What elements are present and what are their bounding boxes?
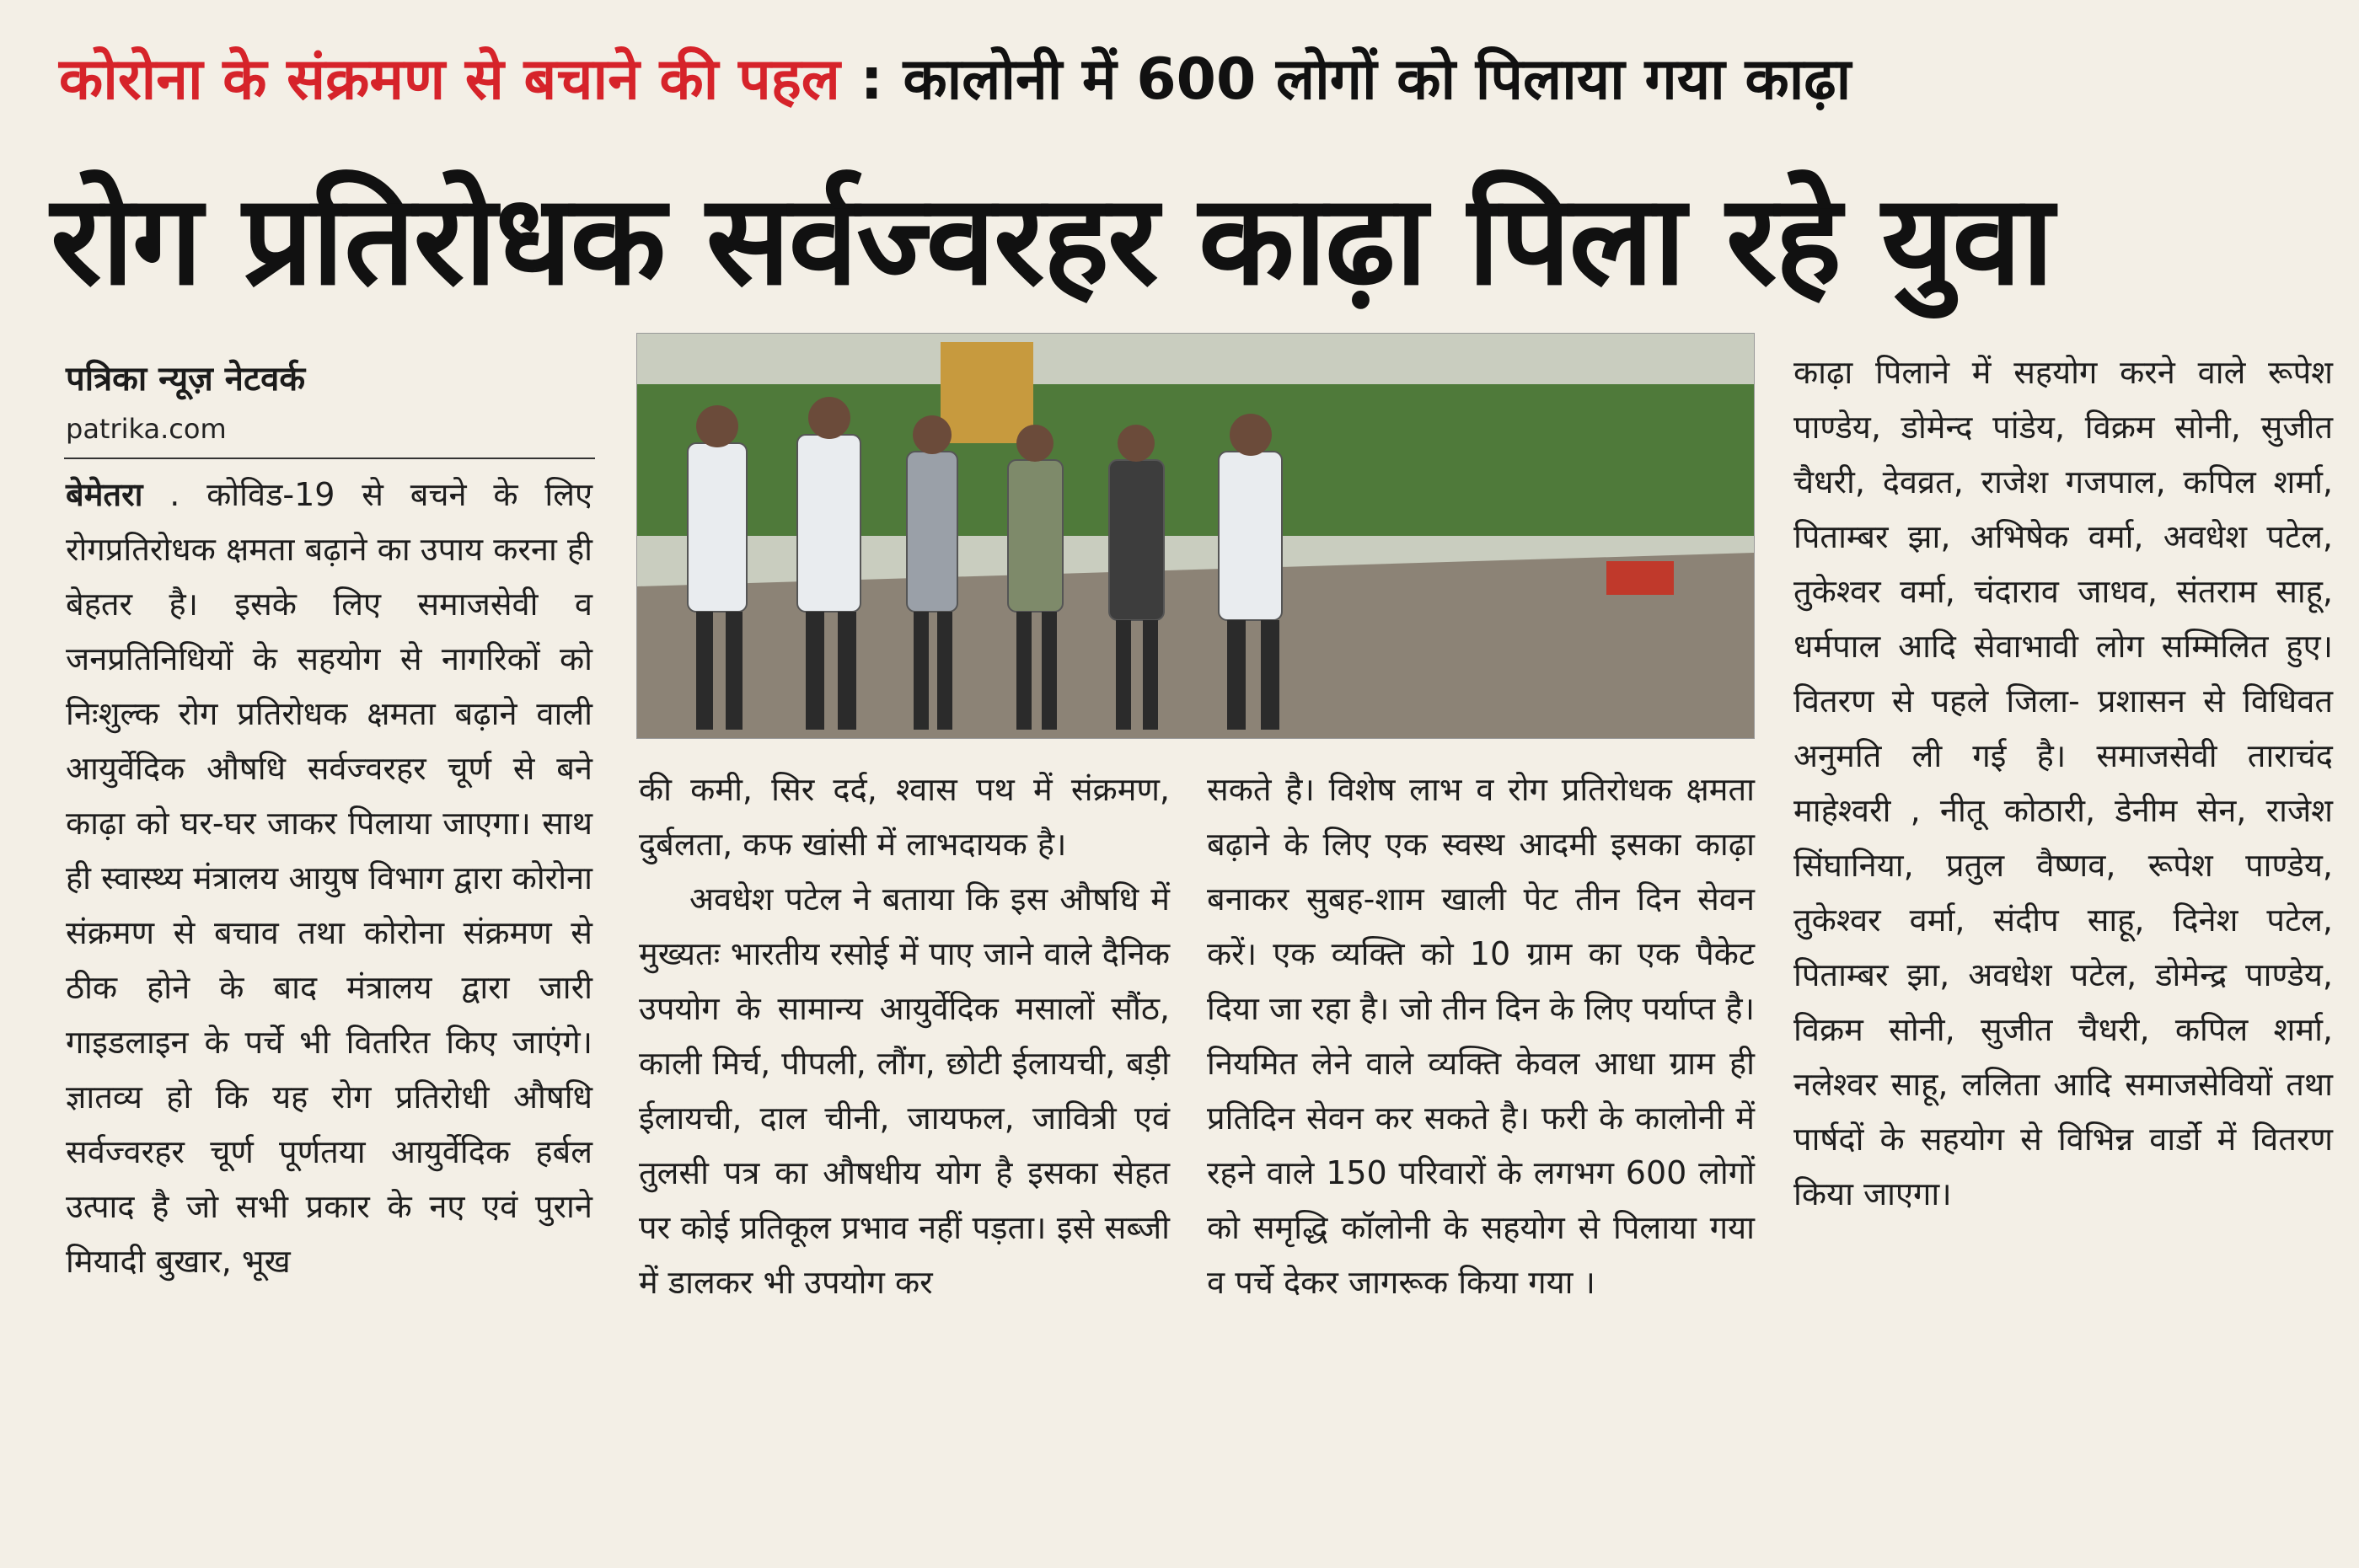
headline: रोग प्रतिरोधक सर्वज्वरहर काढ़ा पिला रहे युवा bbox=[51, 168, 2053, 313]
column-1 bbox=[66, 468, 592, 1546]
dateline: बेमेतरा bbox=[66, 476, 143, 513]
photo-illustration bbox=[637, 334, 1754, 738]
column-1-text: . कोविड-19 से बचने के लिए रोगप्रतिरोधक क्षमता बढ़ाने का उपाय करना ही बेहतर है। इसके लिए समाजसेवी व जनप्रतिनिधियों के सहयोग से नागरिकों को निःशुल्क रोग प्रतिरोधक क्षमता बढ़ाने वाली आयुर्वेदिक औषधि सर्वज्वरहर चूर्ण से बने काढ़ा को घर-घर जाकर पिलाया जाएगा। साथ ही स्वास्थ्य मंत्रालय आयुष विभाग द्वारा कोरोना संक्रमण से बचाव तथा कोरोना संक्रमण से ठीक होने के बाद मंत्रालय द्वारा जारी गाइडलाइन के पर्चे भी वितरित किए जाएंगे। ज्ञातव्य हो कि यह रोग प्रतिरोधी औषधि सर्वज्वरहर चूर्ण पूर्णतया आयुर्वेदिक हर्बल उत्पाद है जो सभी प्रकार के नए एवं पुराने मियादी बुखार, भूख bbox=[66, 476, 592, 1280]
column-2 bbox=[639, 763, 1170, 1546]
site-url: patrika.com bbox=[66, 413, 227, 445]
column-2-para-1: की कमी, सिर दर्द, श्वास पथ में संक्रमण, दुर्बलता, कफ खांसी में लाभदायक है। bbox=[639, 771, 1170, 863]
byline-rule bbox=[64, 458, 595, 459]
kicker bbox=[59, 34, 2335, 126]
kicker-separator: : bbox=[839, 46, 903, 113]
byline: पत्रिका न्यूज़ नेटवर्क bbox=[66, 360, 306, 399]
column-3 bbox=[1207, 763, 1755, 1546]
column-4 bbox=[1793, 345, 2333, 1542]
column-2-para-2: अवधेश पटेल ने बताया कि इस औषधि में मुख्यतः भारतीय रसोई में पाए जाने वाले दैनिक उपयोग के सामान्य आयुर्वेदिक मसालों सौंठ, काली मिर्च, पीपली, लौंग, छोटी ईलायची, बड़ी ईलायची, दाल चीनी, जायफल, जावित्री एवं तुलसी पत्र का औषधीय योग है इसका सेहत पर कोई प्रतिकूल प्रभाव नहीं पड़ता। इसे सब्जी में डालकर भी उपयोग कर bbox=[639, 880, 1170, 1301]
column-4-text: काढ़ा पिलाने में सहयोग करने वाले रूपेश पाण्डेय, डोमेन्द पांडेय, विक्रम सोनी, सुजीत चैधरी, देवव्रत, राजेश गजपाल, कपिल शर्मा, पिताम्बर झा, अभिषेक वर्मा, अवधेश पटेल, तुकेश्वर वर्मा, चंदाराव जाधव, संतराम साहू, धर्मपाल आदि सेवाभावी लोग सम्मिलित हुए। वितरण से पहले जिला- प्रशासन से विधिवत अनुमति ली गई है। समाजसेवी ताराचंद माहेश्वरी , नीतू कोठारी, डेनीम सेन, राजेश सिंघानिया, प्रतुल वैष्णव, रूपेश पाण्डेय, तुकेश्वर वर्मा, संदीप साहू, दिनेश पटेल, पिताम्बर झा, अवधेश पटेल, डोमेन्द्र पाण्डेय, विक्रम सोनी, सुजीत चैधरी, कपिल शर्मा, नलेश्वर साहू, ललिता आदि समाजसेवियों तथा पार्षदों के सहयोग से विभिन्न वार्डो में वितरण किया जाएगा। bbox=[1793, 354, 2333, 1212]
kicker-red: कोरोना के संक्रमण से बचाने की पहल bbox=[59, 46, 840, 113]
news-photo bbox=[636, 333, 1755, 739]
kicker-black: कालोनी में 600 लोगों को पिलाया गया काढ़ा bbox=[903, 46, 1852, 113]
column-3-text: सकते है। विशेष लाभ व रोग प्रतिरोधक क्षमता बढ़ाने के लिए एक स्वस्थ आदमी इसका काढ़ा बनाकर सुबह-शाम खाली पेट तीन दिन सेवन करें। एक व्यक्ति को 10 ग्राम का एक पैकेट दिया जा रहा है। जो तीन दिन के लिए पर्याप्त है। नियमित लेने वाले व्यक्ति केवल आधा ग्राम ही प्रतिदिन सेवन कर सकते है। फरी के कालोनी में रहने वाले 150 परिवारों के लगभग 600 लोगों को समृद्धि कॉलोनी के सहयोग से पिलाया गया व पर्चे देकर जागरूक किया गया । bbox=[1207, 771, 1755, 1301]
